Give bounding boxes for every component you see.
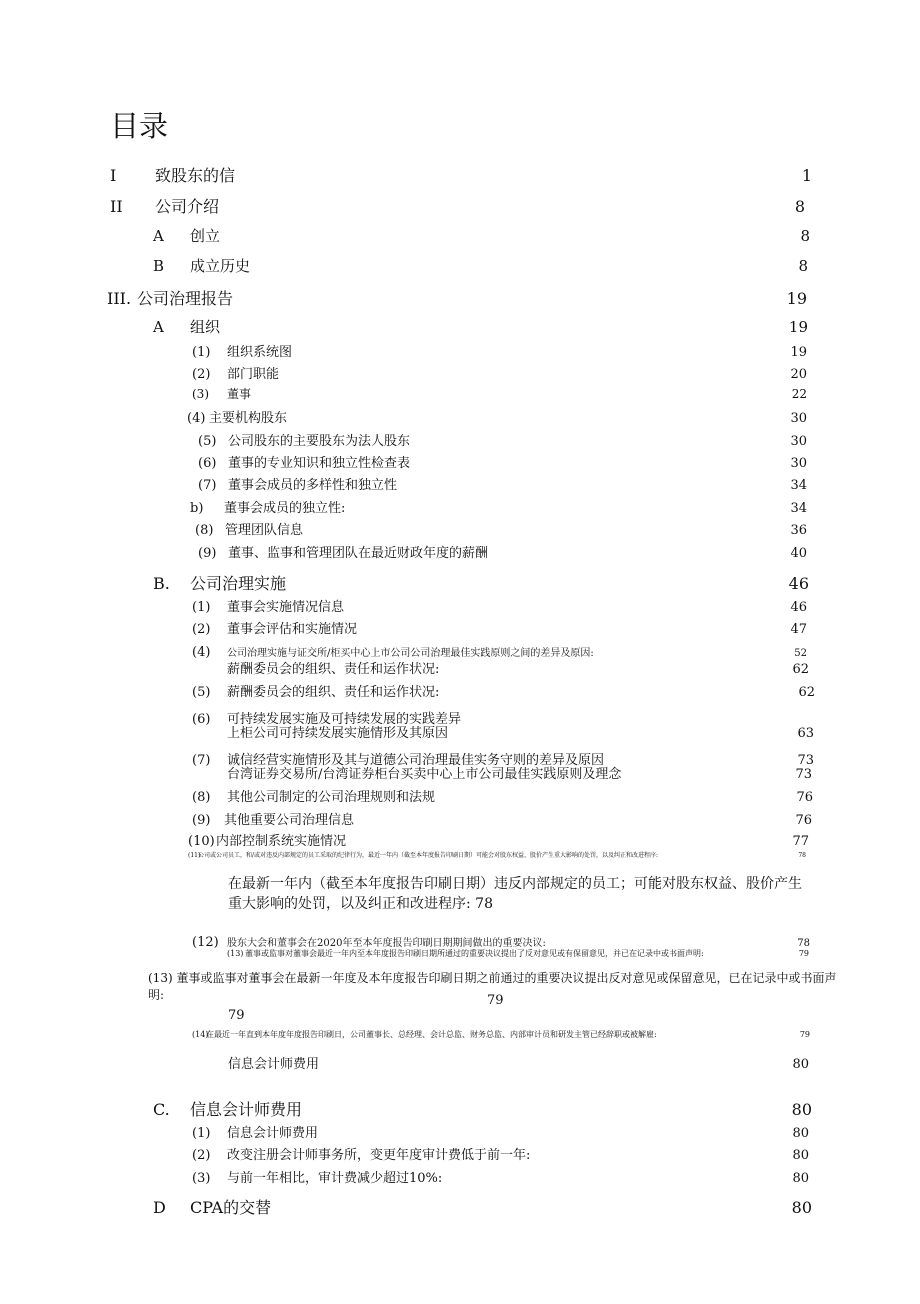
toc-number: (2) [192,622,211,637]
note-page: 79 [487,993,504,1008]
toc-label: 公司治理实施 [190,574,287,593]
toc-label: 创立 [190,227,221,245]
toc-number: (1) [192,1126,211,1141]
toc-page: 79 [798,949,809,958]
toc-number: (9) [198,546,217,561]
toc-entry[interactable] [153,571,809,594]
toc-page: 19 [786,289,807,308]
toc-page: 46 [788,574,809,593]
toc-page: 77 [792,834,809,849]
toc-page: 80 [792,1171,809,1186]
toc-entry[interactable] [198,542,807,561]
toc-number: (1) [192,345,211,360]
toc-page: 30 [790,434,807,449]
toc-label: 薪酬委员会的组织、责任和运作状况: [227,685,440,700]
toc-page: 78 [797,938,810,949]
toc-page: 73 [797,753,814,768]
toc-label: 致股东的信 [155,166,236,185]
toc-entry[interactable] [198,430,807,449]
toc-entry[interactable] [110,194,805,217]
toc-page: 8 [800,227,810,245]
toc-number: (6) [198,456,217,471]
toc-label: 台湾证券交易所/台湾证券柜台买卖中心上市公司最佳实践原则及理念 [227,767,622,782]
toc-page: 80 [792,1148,809,1163]
toc-entry[interactable] [227,722,814,741]
toc-number: (4) [187,411,206,426]
toc-label: 信息会计师费用 [190,1100,303,1119]
toc-number: D [153,1198,166,1217]
toc-number: (8) [192,790,211,805]
toc-label: 其他重要公司治理信息 [224,813,355,828]
toc-entry[interactable] [195,519,807,538]
toc-entry[interactable] [198,452,807,471]
toc-number: (3) [192,1171,211,1186]
toc-entry[interactable] [192,1144,809,1163]
toc-number: (14) [192,1030,209,1039]
toc-entry[interactable] [192,809,812,828]
toc-number: A [153,227,164,245]
toc-page: 34 [790,478,807,493]
toc-entry[interactable] [227,948,809,959]
toc-number: (13) [227,949,244,958]
toc-label: 股东大会和董事会在2020年至本年度报告印刷日期期间做出的重要决议: [227,938,546,949]
toc-page: 8 [794,197,805,216]
toc-page: 80 [791,1198,812,1217]
toc-label: 公司治理实施与证交所/柜买中心上市公司公司治理最佳实践原则之间的差异及原因: [227,648,594,659]
toc-entry[interactable] [192,681,815,700]
toc-entry[interactable] [153,1195,812,1218]
toc-page: 47 [790,622,807,637]
toc-number: III. [107,289,132,308]
toc-number: (7) [198,478,217,493]
toc-page: 76 [795,813,812,828]
toc-entry[interactable] [153,1097,812,1120]
toc-label: 董事会成员的多样性和独立性 [228,478,398,493]
toc-number: A [153,318,164,336]
toc-page: 40 [790,546,807,561]
toc-number: (2) [192,367,211,382]
toc-label: 诚信经营实施情形及其与道德公司治理最佳实务守则的差异及原因 [227,753,605,768]
toc-entry[interactable] [153,225,810,246]
toc-entry[interactable] [192,1122,809,1141]
toc-entry[interactable] [192,1167,809,1186]
toc-label: 董事、监事和管理团队在最近财政年度的薪酬 [228,546,489,561]
toc-label: 董事的专业知识和独立性检查表 [228,456,411,471]
toc-number: (5) [198,434,217,449]
toc-number: B. [153,574,170,593]
toc-page: 34 [790,501,807,516]
toc-page: 73 [795,767,812,782]
toc-page: 30 [790,411,807,426]
toc-number: C. [153,1100,170,1119]
toc-page: 78 [798,852,806,859]
toc-label: 其他公司制定的公司治理规则和法规 [227,790,436,805]
toc-page: 62 [798,685,815,700]
toc-number: (7) [192,753,211,768]
toc-page: 62 [792,662,809,677]
toc-entry[interactable] [153,316,808,337]
toc-label: 在最近一年直到本年度年度报告印刷日，公司董事长、总经理、会计总监、财务总监、内部审计员和研发主管已经辞职或被解雇: [206,1030,657,1039]
toc-label: 信息会计师费用 [227,1126,319,1141]
toc-label: 上柜公司可持续发展实施情形及其原因 [227,726,449,741]
body-paragraph: 在最新一年内（截至本年度报告印刷日期）违反内部规定的员工；可能对股东权益、股价产生重大影响的处罚，以及纠正和改进程序: 78 [228,876,802,912]
toc-page: 19 [790,345,807,360]
toc-label: 董事会实施情况信息 [227,600,345,615]
toc-page: 36 [790,523,807,538]
toc-number: (2) [192,1148,211,1163]
toc-entry[interactable] [153,255,808,276]
toc-entry[interactable] [107,286,807,309]
toc-page: 79 [799,1030,810,1039]
toc-entry[interactable] [227,763,812,782]
toc-number: (6) [192,712,211,727]
toc-page: 22 [791,387,807,401]
toc-label: 董事 [227,387,252,401]
toc-entry[interactable] [198,474,807,493]
toc-entry[interactable] [192,618,807,637]
toc-label: CPA的交替 [190,1198,272,1217]
toc-number: (10) [188,834,215,849]
toc-page: 30 [790,456,807,471]
toc-entry[interactable] [228,1053,809,1072]
toc-label: 公司介绍 [155,197,220,216]
note-13: (13) 董事或监事对董事会在最新一年度及本年度报告印刷日期之前通过的重要决议提出反对意见或保留意见，已在记录中或书面声明: [148,971,837,1002]
toc-label: 内部控制系统实施情况 [216,834,347,849]
toc-page: 80 [792,1057,809,1072]
toc-entry[interactable] [188,850,806,859]
toc-entry[interactable] [188,830,809,849]
toc-entry[interactable] [192,341,807,360]
toc-entry[interactable] [190,497,807,516]
toc-page: 80 [792,1126,809,1141]
toc-number: (9) [192,813,211,828]
toc-number: (11) [188,852,201,859]
toc-label: 可持续发展实施及可持续发展的实践差异 [227,712,462,727]
toc-entry[interactable] [110,163,812,186]
toc-number: (8) [195,523,214,538]
toc-page: 52 [794,648,807,659]
toc-entry[interactable] [192,363,807,382]
toc-page: 1 [801,166,812,185]
toc-label: 部门职能 [227,367,280,382]
toc-label: 董事会评估和实施情况 [227,622,358,637]
toc-label: 管理团队信息 [225,523,304,538]
toc-label: 组织 [190,318,221,336]
toc-entry[interactable] [192,385,807,402]
toc-label: 董事或监事对董事会最近一年内至本年度报告印刷日期所通过的重要决议提出了反对意见或有保留意见，并已在记录中或书面声明: [245,949,704,958]
toc-label: 公司或公司员工，和/或对违反内部规定的员工采取的纪律行为，最近一年内（截至本年度报告印刷日期）可能会对股东权益、股价产生重大影响的处罚，以及纠正和改进程序: [198,852,659,859]
toc-page: 46 [790,600,807,615]
toc-label: 组织系统图 [227,345,293,360]
toc-entry[interactable] [187,407,807,426]
toc-number: (1) [192,600,211,615]
toc-number: (12) [192,935,219,950]
toc-page: 19 [788,318,808,336]
toc-number: (5) [192,685,211,700]
toc-label: 信息会计师费用 [228,1057,320,1072]
toc-entry[interactable] [192,1029,810,1040]
toc-label: 与前一年相比，审计费减少超过10%: [227,1171,443,1186]
note-page: 79 [228,1008,245,1023]
toc-number: b) [190,501,204,516]
toc-number: B [153,257,165,275]
toc-entry[interactable] [192,786,813,805]
toc-label: 公司治理报告 [137,289,234,308]
toc-label: 公司股东的主要股东为法人股东 [228,434,411,449]
toc-number: (4) [192,645,211,660]
page-title: 目录 [110,109,169,143]
toc-number: II [110,197,123,216]
toc-page: 80 [791,1100,812,1119]
toc-page: 8 [798,257,808,275]
toc-label: 主要机构股东 [209,411,288,426]
toc-number: I [110,166,117,185]
toc-label: 董事会成员的独立性: [224,501,346,516]
toc-label: 成立历史 [190,257,251,275]
toc-page: 76 [796,790,813,805]
toc-page: 63 [797,726,814,741]
toc-page: 20 [790,367,807,382]
toc-label: 改变注册会计师事务所，变更年度审计费低于前一年: [227,1148,531,1163]
toc-entry[interactable] [192,596,807,615]
toc-number: (3) [192,387,209,401]
toc-label: 薪酬委员会的组织、责任和运作状况: [227,662,440,677]
toc-entry[interactable] [227,658,809,677]
